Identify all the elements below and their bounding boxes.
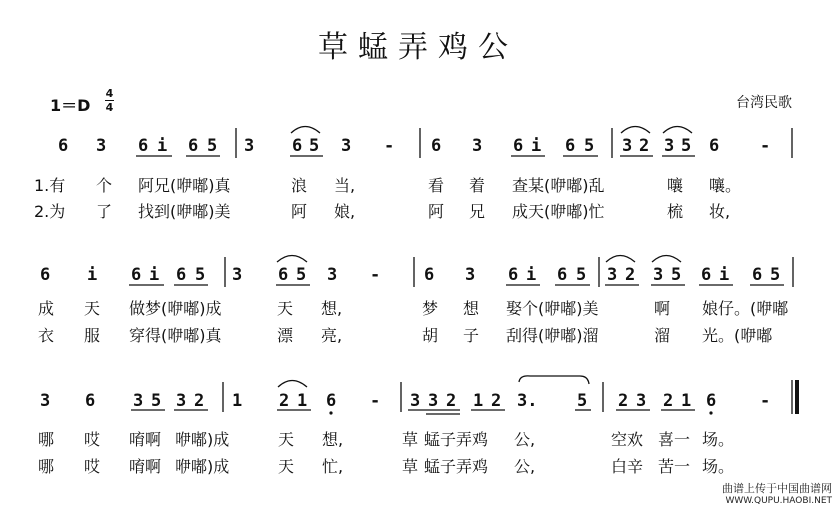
lyric: 了	[96, 202, 113, 221]
note: 6	[565, 136, 576, 156]
note: 5	[770, 265, 781, 285]
note: -	[370, 391, 381, 411]
lyric: 娘,	[334, 202, 356, 221]
note: 6	[40, 265, 51, 285]
lyric: 1.有	[34, 176, 66, 195]
lyric: 着	[469, 176, 486, 195]
lyric: 梦	[422, 299, 439, 318]
note: 5	[309, 136, 320, 156]
note: 6	[508, 265, 519, 285]
lyric: 啊	[654, 299, 671, 318]
lyric: 浪	[291, 176, 308, 195]
lyric: 想,	[322, 430, 344, 449]
lyric: 光。(咿嘟	[702, 326, 773, 345]
note: 3	[327, 265, 338, 285]
lyric: 哎	[84, 430, 101, 449]
note: 3	[428, 391, 439, 411]
note: 6	[431, 136, 442, 156]
note: 3	[40, 391, 51, 411]
lyric: 看	[428, 176, 445, 195]
lyric: 天	[277, 299, 294, 318]
lyric: 公,	[514, 457, 536, 476]
note: 3	[465, 265, 476, 285]
note: 2	[625, 265, 636, 285]
note: 2	[663, 391, 674, 411]
lyric: 苦一	[658, 457, 691, 476]
note: 2	[491, 391, 502, 411]
lyric: 查某(咿嘟)乱	[512, 176, 605, 195]
note: 5	[151, 391, 162, 411]
lyric: 蜢子弄鸡	[424, 457, 489, 476]
note: 1	[473, 391, 484, 411]
lyric: 哎	[84, 457, 101, 476]
note: 3	[232, 265, 243, 285]
note: 6	[85, 391, 96, 411]
lyric: 场。	[702, 430, 735, 449]
lyric: 阿	[291, 202, 308, 221]
note: 6	[292, 136, 303, 156]
note: 3	[133, 391, 144, 411]
note: 3	[622, 136, 633, 156]
note: 3	[244, 136, 255, 156]
song-origin: 台湾民歌	[736, 95, 792, 111]
lyric: 溜	[654, 326, 671, 345]
lyric: 娶个(咿嘟)美	[506, 299, 599, 318]
lyric: 刮得(咿嘟)溜	[506, 326, 599, 345]
note: i	[719, 265, 730, 285]
note: 5	[577, 391, 588, 411]
note: 2	[446, 391, 457, 411]
note: 3	[472, 136, 483, 156]
note: 3.	[517, 391, 538, 411]
lyric: 咿嘟)成	[175, 457, 230, 476]
lyric: 草	[402, 457, 419, 476]
note: 3	[607, 265, 618, 285]
note: 3	[96, 136, 107, 156]
lyric: 唷啊	[129, 430, 162, 449]
note: 5	[681, 136, 692, 156]
note: 5	[195, 265, 206, 285]
lyric: 天	[84, 299, 101, 318]
lyric: 哪	[38, 430, 55, 449]
note: 2	[639, 136, 650, 156]
note: 5	[584, 136, 595, 156]
note: 3	[341, 136, 352, 156]
note: -	[370, 265, 381, 285]
note: 2	[279, 391, 290, 411]
lyric: 天	[278, 457, 295, 476]
note: 6	[709, 136, 720, 156]
note: -	[384, 136, 395, 156]
note: 6	[513, 136, 524, 156]
lyric: 喜一	[658, 430, 691, 449]
note: i	[531, 136, 542, 156]
note: i	[149, 265, 160, 285]
note: 2	[618, 391, 629, 411]
time-signature-bottom: 4	[105, 101, 114, 114]
note: 6	[188, 136, 199, 156]
note: 6	[752, 265, 763, 285]
note: 5	[671, 265, 682, 285]
lyric: 做梦(咿嘟)成	[129, 299, 222, 318]
lyric: 找到(咿嘟)美	[138, 202, 231, 221]
lyric: 嚷。	[709, 176, 742, 195]
note: 6	[326, 391, 337, 411]
note: 1	[232, 391, 243, 411]
lyric: 妆,	[709, 202, 731, 221]
note: 2	[194, 391, 205, 411]
lyric: 衣	[38, 326, 55, 345]
note: 6	[557, 265, 568, 285]
note: -	[760, 391, 771, 411]
lyric: 场。	[702, 457, 735, 476]
note: i	[87, 265, 98, 285]
lyric: 想,	[321, 299, 343, 318]
lyric: 当,	[334, 176, 356, 195]
lyric: 草	[402, 430, 419, 449]
note: 5	[576, 265, 587, 285]
lyric: 想	[463, 299, 480, 318]
lyric: 梳	[667, 202, 684, 221]
note: 5	[207, 136, 218, 156]
lyric: 阿	[428, 202, 445, 221]
lyric: 亮,	[321, 326, 343, 345]
note: 3	[653, 265, 664, 285]
lyric: 天	[278, 430, 295, 449]
note: 6	[424, 265, 435, 285]
lyric: 服	[84, 326, 101, 345]
note: 3	[664, 136, 675, 156]
lyric: 胡	[422, 326, 439, 345]
lyric: 公,	[514, 430, 536, 449]
key-signature: 1＝D	[50, 96, 91, 115]
note: 5	[296, 265, 307, 285]
note: 3	[636, 391, 647, 411]
lyric: 成天(咿嘟)忙	[512, 202, 605, 221]
lyric: 空欢	[611, 430, 644, 449]
note: i	[157, 136, 168, 156]
lyric: 娘仔。(咿嘟	[702, 299, 789, 318]
watermark-line-2: WWW.QUPU.HAOBI.NET	[725, 496, 832, 506]
lyric: 白辛	[611, 457, 644, 476]
watermark	[722, 483, 832, 507]
note: 1	[297, 391, 308, 411]
lyric: 2.为	[34, 202, 66, 221]
note: 1	[681, 391, 692, 411]
lyric: 唷啊	[129, 457, 162, 476]
note: 6	[176, 265, 187, 285]
lyric: 蜢子弄鸡	[424, 430, 489, 449]
lyric: 阿兄(咿嘟)真	[138, 176, 231, 195]
lyric: 哪	[38, 457, 55, 476]
lyric: 兄	[469, 202, 486, 221]
note: i	[526, 265, 537, 285]
note: 6	[278, 265, 289, 285]
note: 6	[701, 265, 712, 285]
watermark-line-1: 曲谱上传于中国曲谱网	[722, 482, 832, 495]
note: 3	[410, 391, 421, 411]
lyric: 穿得(咿嘟)真	[129, 326, 222, 345]
note: -	[760, 136, 771, 156]
lyric: 成	[38, 299, 55, 318]
time-signature-top: 4	[105, 87, 114, 100]
note: 6	[131, 265, 142, 285]
note: 6	[138, 136, 149, 156]
lyric: 咿嘟)成	[175, 430, 230, 449]
note: 3	[176, 391, 187, 411]
lyric: 漂	[277, 326, 294, 345]
note: 6	[58, 136, 69, 156]
lyric: 忙,	[322, 457, 344, 476]
lyric: 子	[463, 326, 480, 345]
lyric: 嚷	[667, 176, 684, 195]
song-title: 草蜢弄鸡公	[318, 30, 518, 65]
lyric: 个	[96, 176, 113, 195]
note: 6	[706, 391, 717, 411]
